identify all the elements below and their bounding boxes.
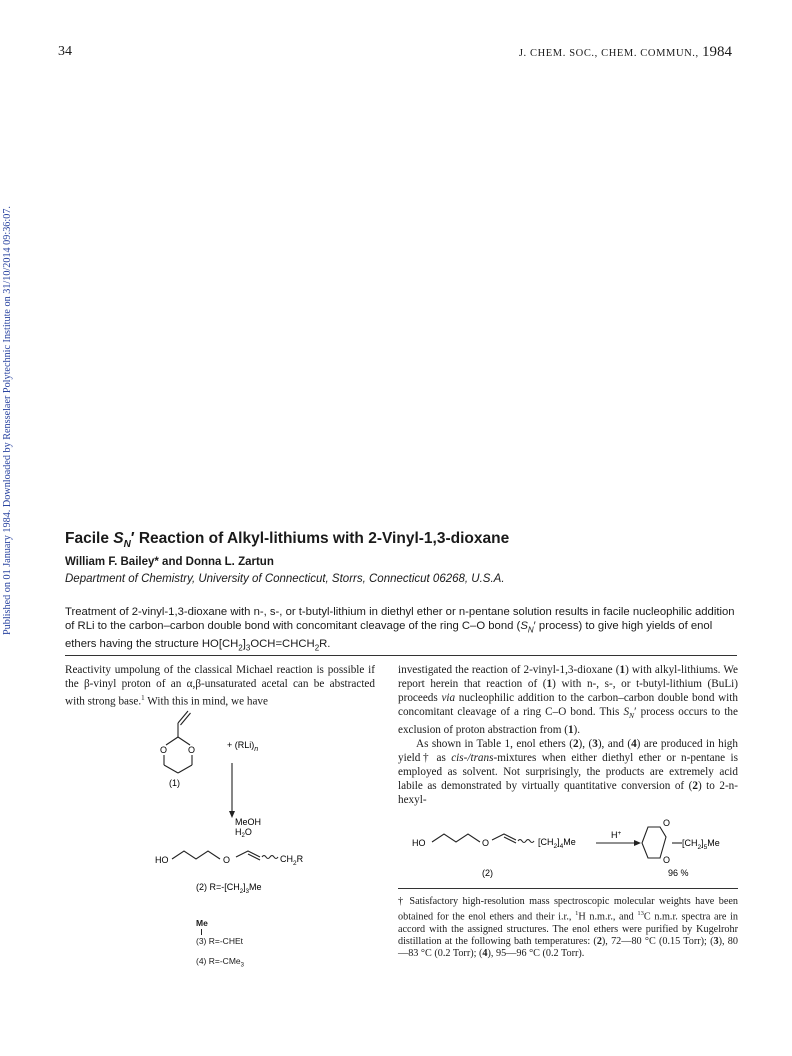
compound-label-2: (2) bbox=[482, 868, 493, 878]
product-chain-label: $[CH_2]_5Me$ bbox=[682, 838, 720, 851]
page-number: 34 bbox=[58, 44, 72, 59]
paragraph: As shown in Table 1, enol ethers (2), (3), and (4) are produced in high yield† as cis-/trans-mixtures when either diethyl ether or n-pentane is employed as solvent. Not surprisingly, the products are extremely acid labile as demonstrated by virtually quantitative conversion of (2) to 2-n-hexyl- bbox=[398, 738, 738, 807]
paragraph: investigated the reaction of 2-vinyl-1,3-dioxane (1) with alkyl-lithiums. We report herein that reaction of (1) with n-, s-, or t-butyl-lithium (BuLi) proceeds via nucleophilic addition to the carbon–carbon double bond with concomitant cleavage of a ring C–O bond. This $S_N'$ process occurs to the exclusion of proton abstraction from (1). bbox=[398, 664, 738, 737]
arrow-head bbox=[634, 840, 641, 846]
paragraph-text-end: With this in mind, we have bbox=[144, 695, 268, 708]
enol-ho: HO bbox=[412, 838, 426, 848]
footnote: † Satisfactory high-resolution mass spectroscopic molecular weights have been obtained for the enol ethers and their i.r., $^1$H n.m.r., and $^{13}$C n.m.r. spectra are in accord with the assigned structures. The enol ethers were purified by Kugelrohr distillation at the following bath temperatures: (2), 72—80 °C (0.15 Torr); (3), 80—83 °C (0.2 Torr); (4), 95—96 °C (0.2 Torr). bbox=[398, 896, 738, 960]
body-left-column bbox=[65, 663, 375, 709]
authors: William F. Bailey* and Donna L. Zartun bbox=[65, 556, 274, 568]
abstract: Treatment of 2-vinyl-1,3-dioxane with n-, s-, or t-butyl-lithium in diethyl ether or n-pentane solution results in facile nucleophilic addition of RLi to the carbon–carbon double bond with concomitant cleavage of the ring C–O bond ($S_N'$ process) to give high yields of enol ethers having the structure $HO[CH_2]_3OCH=CHCH_2R$. bbox=[65, 606, 735, 653]
wavy-bond bbox=[518, 840, 534, 843]
paragraph-text: Reactivity umpolung of the classical Michael reaction is possible if the β-vinyl proton of an α,β-unsaturated acetal can be abstracted with strong base. bbox=[65, 664, 375, 708]
ring-oxygen: O bbox=[160, 745, 168, 755]
product-ch2r: $CH_2R$ bbox=[280, 854, 304, 867]
ring-bond bbox=[178, 765, 192, 773]
wavy-bond bbox=[262, 856, 278, 859]
reaction-scheme-right bbox=[398, 812, 738, 882]
paragraph bbox=[65, 663, 375, 709]
methyl-bond bbox=[201, 929, 202, 935]
ring-oxygen: O bbox=[663, 855, 671, 865]
double-bond bbox=[504, 837, 516, 843]
title-text: Facile bbox=[65, 530, 114, 547]
r-group-4: (4) R=-CMe$_3$ bbox=[196, 956, 244, 969]
ring-bond bbox=[178, 737, 190, 745]
ring-oxygen: O bbox=[188, 745, 196, 755]
title-sn: S bbox=[113, 530, 124, 547]
r-group-3: (3) R=-CHEt bbox=[196, 936, 243, 946]
title-sn-sub: N bbox=[123, 539, 131, 551]
abstract-sn-sub: N bbox=[527, 625, 534, 635]
article-title bbox=[65, 530, 509, 550]
body-right-column bbox=[398, 663, 738, 807]
acid-catalyst: H+ bbox=[611, 830, 622, 840]
ring-oxygen: O bbox=[663, 818, 671, 828]
journal-year: 1984 bbox=[702, 44, 732, 60]
reference-marker[interactable]: 1 bbox=[141, 694, 145, 702]
product-ho: HO bbox=[155, 855, 169, 865]
product-chain bbox=[172, 851, 220, 859]
reaction-scheme-left bbox=[140, 705, 360, 895]
abstract-sub: 2 bbox=[314, 643, 320, 653]
enol-oxygen: O bbox=[482, 838, 490, 848]
ring-bond bbox=[164, 765, 178, 773]
condition-meoh: MeOH bbox=[235, 817, 262, 827]
running-head bbox=[519, 44, 732, 61]
download-notice[interactable] bbox=[2, 185, 16, 635]
double-bond bbox=[248, 854, 260, 860]
abstract-text: Treatment of 2-vinyl-1,3-dioxane with n-, s-, or t-butyl-lithium in diethyl ether or n-pentane solution results in facile nucleophilic addition of RLi to the carbon–carbon double bond with concomitant cleavage of the ring C–O bond ( bbox=[65, 606, 735, 632]
enol-chain-label: $[CH_2]_4Me$ bbox=[538, 837, 576, 850]
reagent: + $(RLi)_n$ bbox=[227, 740, 259, 753]
download-notice-text: Published on 01 January 1984. Downloaded by Rensselaer Polytechnic Institute on 31/10/2014 09:36:07. bbox=[2, 206, 13, 635]
compound-label-1: (1) bbox=[169, 778, 180, 788]
ring-bond bbox=[166, 737, 178, 745]
abstract-text-5: R. bbox=[319, 638, 331, 651]
abstract-divider bbox=[65, 655, 737, 656]
r-group-2: (2) $R=-[CH_2]_3Me$ bbox=[196, 882, 262, 895]
abstract-text-4: OCH=CHCH bbox=[250, 638, 315, 651]
footnote-divider bbox=[398, 888, 738, 889]
condition-water: $H_2O$ bbox=[235, 827, 252, 839]
abstract-text-3: ] bbox=[242, 638, 246, 651]
abstract-text-2: process) to give high yields of enol ethers having the structure HO[CH bbox=[65, 620, 713, 651]
abstract-sn: S bbox=[520, 620, 528, 632]
r-group-3-methyl: Me bbox=[196, 918, 208, 928]
abstract-sub: 2 bbox=[238, 643, 243, 653]
abstract-sub: 3 bbox=[245, 643, 251, 653]
product-oxygen: O bbox=[223, 855, 231, 865]
dioxane-ring bbox=[642, 827, 666, 858]
yield-label: 96 % bbox=[668, 868, 689, 878]
journal-name: J. CHEM. SOC., CHEM. COMMUN., bbox=[518, 48, 699, 59]
affiliation: Department of Chemistry, University of Connecticut, Storrs, Connecticut 06268, U.S.A. bbox=[65, 573, 505, 585]
enol-chain bbox=[432, 834, 480, 842]
title-text-end: ′ Reaction of Alkyl-lithiums with 2-Vinyl-1,3-dioxane bbox=[130, 530, 510, 547]
